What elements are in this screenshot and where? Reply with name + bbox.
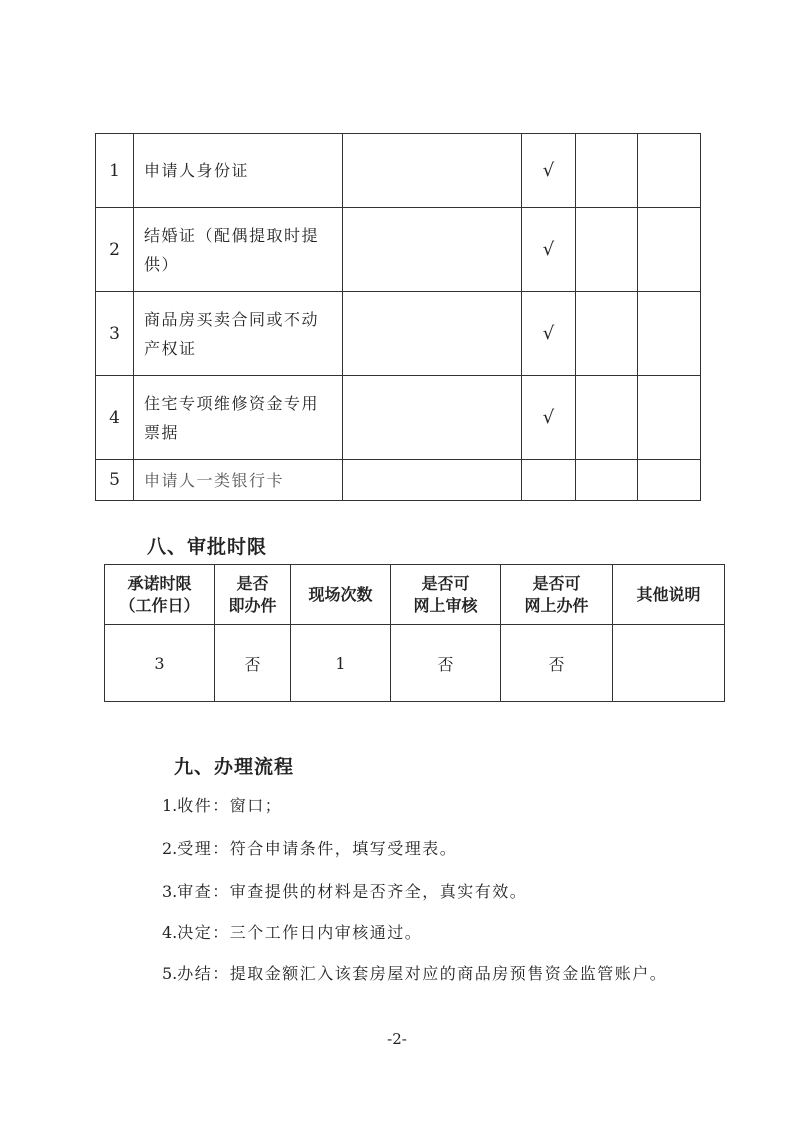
material-name-line: 供） (144, 254, 180, 274)
page-number: -2- (387, 1030, 407, 1048)
material-name-line: 票据 (144, 422, 180, 442)
empty-cell (343, 134, 522, 208)
empty-cell (576, 292, 638, 376)
value-other-notes (613, 625, 725, 702)
header-line: 现场次数 (308, 584, 373, 604)
empty-cell (343, 376, 522, 460)
header-online-handling (501, 565, 613, 625)
process-step (162, 920, 422, 943)
header-online-review (391, 565, 501, 625)
header-instant (215, 565, 291, 625)
step-number: 4. (162, 923, 178, 942)
header-line: 是否可 (421, 573, 470, 593)
header-line: 承诺时限 (127, 573, 192, 593)
value-instant: 否 (215, 625, 291, 702)
empty-cell (638, 376, 701, 460)
table-header-row (105, 565, 725, 625)
material-name-line: 结婚证（配偶提取时提 (144, 225, 320, 245)
header-promised-time (105, 565, 215, 625)
header-line: （工作日） (119, 595, 200, 615)
process-step (162, 879, 527, 902)
row-number: 4 (96, 376, 134, 460)
header-line: 网上审核 (413, 595, 478, 615)
empty-cell (343, 208, 522, 292)
material-name-line: 住宅专项维修资金专用 (144, 393, 320, 413)
section-8-heading: 八、审批时限 (147, 536, 268, 558)
table-row (105, 625, 725, 702)
material-name (134, 460, 343, 501)
step-number: 3. (162, 882, 178, 901)
step-number: 5. (162, 964, 178, 983)
empty-cell (638, 208, 701, 292)
material-name (134, 376, 343, 460)
material-name-line: 申请人一类银行卡 (144, 470, 285, 490)
header-visits (291, 565, 391, 625)
step-text: 受理：符合申请条件，填写受理表。 (177, 839, 458, 858)
value-visits: 1 (291, 625, 391, 702)
table-row (96, 134, 701, 208)
empty-cell (638, 460, 701, 501)
approval-time-table (104, 564, 725, 702)
header-line: 其他说明 (636, 584, 701, 604)
step-number: 1. (162, 796, 178, 815)
row-number: 1 (96, 134, 134, 208)
step-text: 决定：三个工作日内审核通过。 (177, 923, 423, 942)
material-name-line: 申请人身份证 (144, 161, 250, 180)
check-mark: √ (522, 376, 576, 460)
empty-cell (638, 134, 701, 208)
process-step (162, 836, 457, 859)
step-text: 审查：审查提供的材料是否齐全，真实有效。 (177, 882, 528, 901)
value-online-review: 否 (391, 625, 501, 702)
header-line: 是否 (236, 573, 269, 593)
material-name-line: 产权证 (144, 338, 197, 358)
row-number: 3 (96, 292, 134, 376)
step-text: 收件：窗口； (177, 796, 283, 815)
value-online-handling: 否 (501, 625, 613, 702)
step-text: 办结：提取金额汇入该套房屋对应的商品房预售资金监管账户。 (177, 964, 668, 983)
table-row (96, 376, 701, 460)
empty-cell (576, 460, 638, 501)
process-step (162, 961, 667, 984)
empty-cell (576, 376, 638, 460)
empty-cell (638, 292, 701, 376)
step-number: 2. (162, 839, 178, 858)
section-9-heading: 九、办理流程 (174, 756, 295, 778)
check-mark: √ (522, 134, 576, 208)
value-promised-time: 3 (105, 625, 215, 702)
header-line: 网上办件 (524, 595, 589, 615)
header-line: 即办件 (228, 595, 277, 615)
material-name-line: 商品房买卖合同或不动 (144, 309, 320, 329)
table-row (96, 208, 701, 292)
table-row (96, 292, 701, 376)
row-number: 2 (96, 208, 134, 292)
header-line: 是否可 (532, 573, 581, 593)
material-name (134, 208, 343, 292)
material-name (134, 134, 343, 208)
row-number: 5 (96, 460, 134, 501)
table-row (96, 460, 701, 501)
process-step (162, 793, 282, 816)
empty-cell (576, 208, 638, 292)
check-mark: √ (522, 208, 576, 292)
check-mark: √ (522, 292, 576, 376)
materials-table (95, 133, 701, 501)
empty-cell (343, 292, 522, 376)
check-mark (522, 460, 576, 501)
empty-cell (343, 460, 522, 501)
empty-cell (576, 134, 638, 208)
header-other-notes (613, 565, 725, 625)
material-name (134, 292, 343, 376)
